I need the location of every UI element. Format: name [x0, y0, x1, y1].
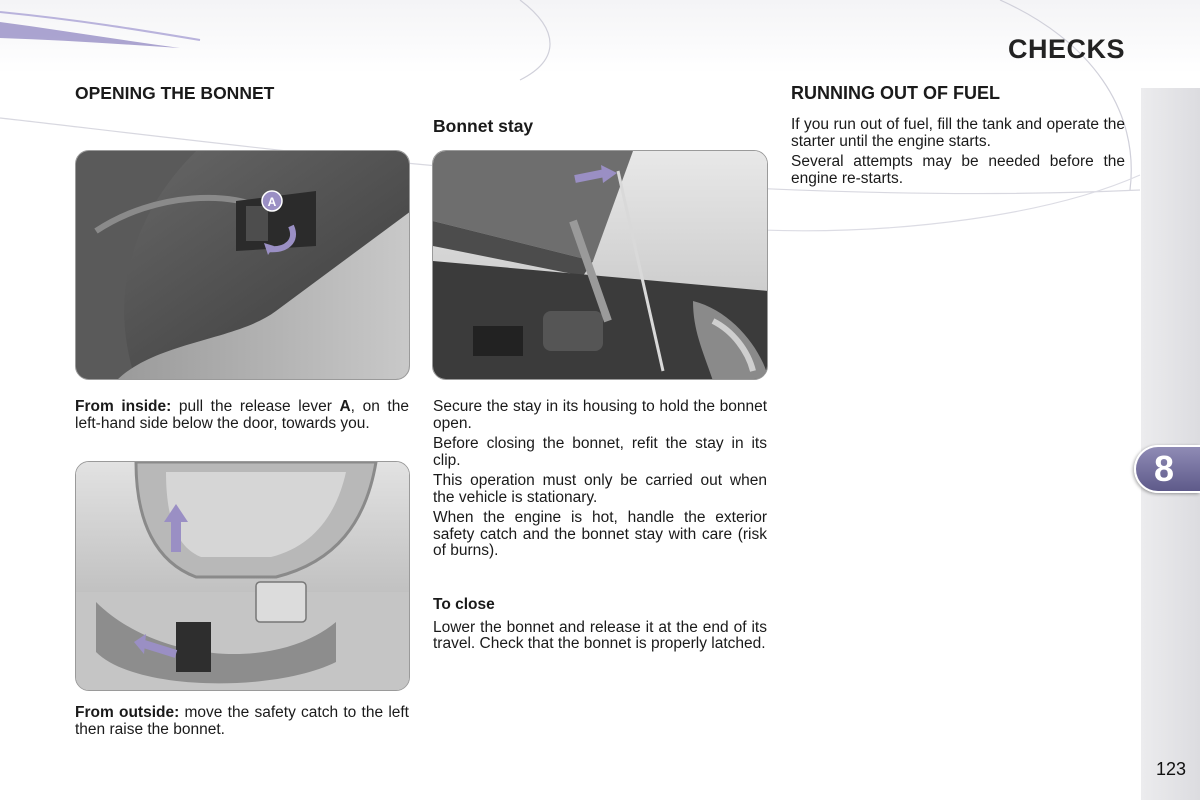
fuel-paragraph: If you run out of fuel, fill the tank and operate the starter until the engine starts. [791, 116, 1125, 150]
from-inside-lead: From inside: [75, 398, 172, 415]
bonnet-stay-paragraph: Secure the stay in its housing to hold the bonnet open. [433, 398, 767, 432]
to-close-paragraph: Lower the bonnet and release it at the end of its travel. Check that the bonnet is properly latched. [433, 618, 767, 652]
text-from-outside [75, 705, 409, 742]
bonnet-stay-paragraph: This operation must only be carried out when the vehicle is stationary. [433, 472, 767, 506]
lever-letter: A [339, 398, 351, 415]
page-number: 123 [1155, 759, 1187, 779]
from-inside-text-before: pull the release lever [171, 398, 340, 415]
text-from-inside [75, 399, 409, 436]
bonnet-stay-paragraph: Before closing the bonnet, refit the stay in its clip. [433, 435, 767, 469]
figure-exterior-safety-catch [75, 461, 410, 691]
heading-bonnet-stay: Bonnet stay [433, 116, 534, 136]
chapter-tab[interactable]: 8 [1134, 445, 1200, 493]
from-inside-text-after: , on the left-hand side below the door, towards you. [75, 398, 409, 432]
figure-bonnet-stay [432, 150, 768, 380]
side-strip [1141, 88, 1200, 800]
from-outside-lead: From outside: [75, 704, 180, 721]
text-to-close [433, 597, 767, 657]
bonnet-stay-paragraph: When the engine is hot, handle the exterior safety catch and the bonnet stay with care (risk of burns). [433, 509, 767, 559]
from-inside-paragraph [75, 399, 409, 432]
from-outside-text: move the safety catch to the left then raise the bonnet. [75, 704, 409, 738]
to-close-heading: To close [433, 596, 495, 613]
callout-a: A [267, 195, 277, 209]
text-running-out-of-fuel [791, 117, 1125, 191]
section-title: CHECKS [1007, 34, 1125, 64]
heading-running-out-of-fuel: RUNNING OUT OF FUEL [791, 83, 1000, 103]
from-outside-paragraph [75, 705, 409, 738]
text-bonnet-stay [433, 399, 767, 564]
figure-interior-release-lever [75, 150, 410, 380]
fuel-paragraph: Several attempts may be needed before the engine re-starts. [791, 153, 1125, 187]
heading-opening-bonnet: OPENING THE BONNET [75, 83, 275, 103]
